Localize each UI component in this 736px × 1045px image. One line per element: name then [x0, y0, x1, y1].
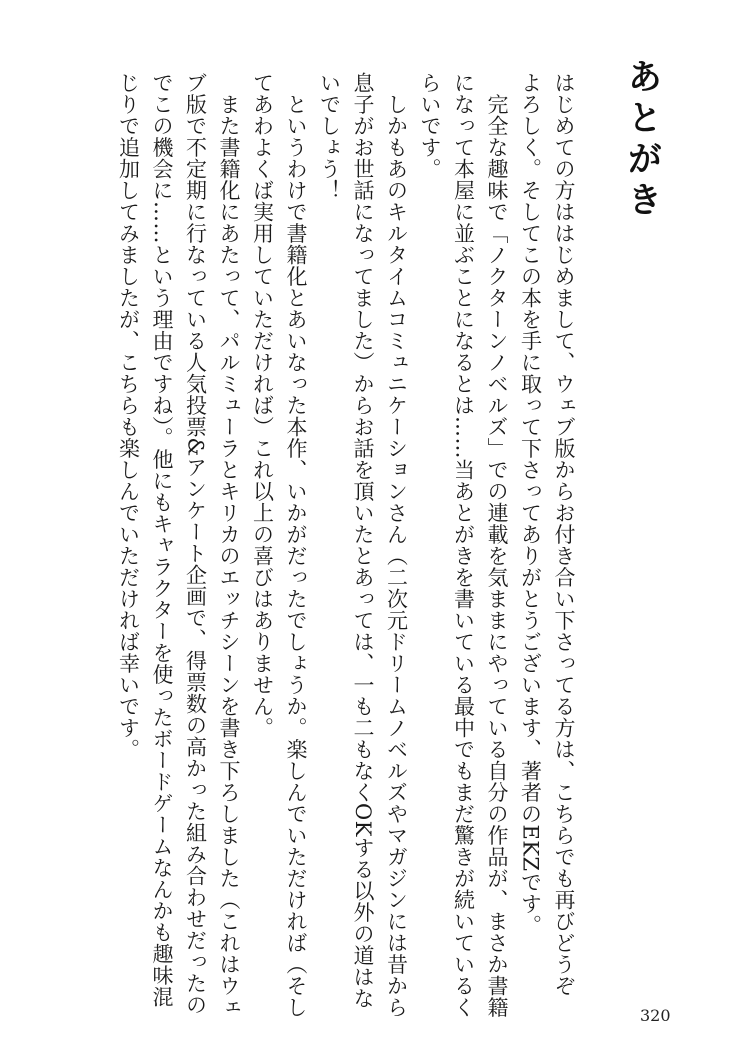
text-line: ブ版で不定期に行なっている人気投票&アンケート企画で、得票数の高かった組み合わせだったの	[183, 72, 208, 1016]
afterword-body	[110, 72, 580, 1018]
text-line: よろしく。そしてこの本を手に取って下さってありがとうございます、著者のEKZです。	[518, 72, 543, 937]
text-line: 息子がお世話になってました）からお話を頂いたとあっては、一も二もなくOKする以外の道はな	[351, 72, 375, 1009]
text-line: はじめての方ははじめまして、ウェブ版からお付き合い下さってる方は、こちらでも再びどうぞ	[552, 72, 576, 997]
text-line: でこの機会に……という理由ですね）。他にもキャラクターを使ったボードゲームなんかも趣味混	[150, 72, 174, 1008]
text-line: 完全な趣味で「ノクターンノベルズ」での連載を気ままにやっている自分の作品が、まさか書籍	[485, 72, 509, 1018]
text-line: じりで追加してみましたが、こちらも楽しんでいただければ幸いです。	[116, 72, 141, 760]
text-line: また書籍化にあたって、パルミューラとキリカのエッチシーンを書き下ろしました（これはウェ	[217, 72, 241, 1018]
text-line: になって本屋に並ぶことになるとは……当あとがきを書いている最中でもまだ驚きが続いているく	[451, 72, 476, 1018]
text-line: しかもあのキルタイムコミュニケーションさん（二次元ドリームノベルズやマガジンには昔から	[384, 72, 409, 1018]
text-line: てあわよくば実用していただければ）これ以上の喜びはありません。	[250, 72, 275, 739]
text-line: らいです。	[418, 72, 442, 180]
text-line: いでしょう！	[317, 72, 342, 201]
page-title: あとがき	[622, 58, 663, 222]
text-line: というわけで書籍化とあいなった本作、いかがだったでしょうか。楽しんでいただければ（そし	[284, 72, 308, 1018]
page-number: 320	[640, 1006, 671, 1025]
